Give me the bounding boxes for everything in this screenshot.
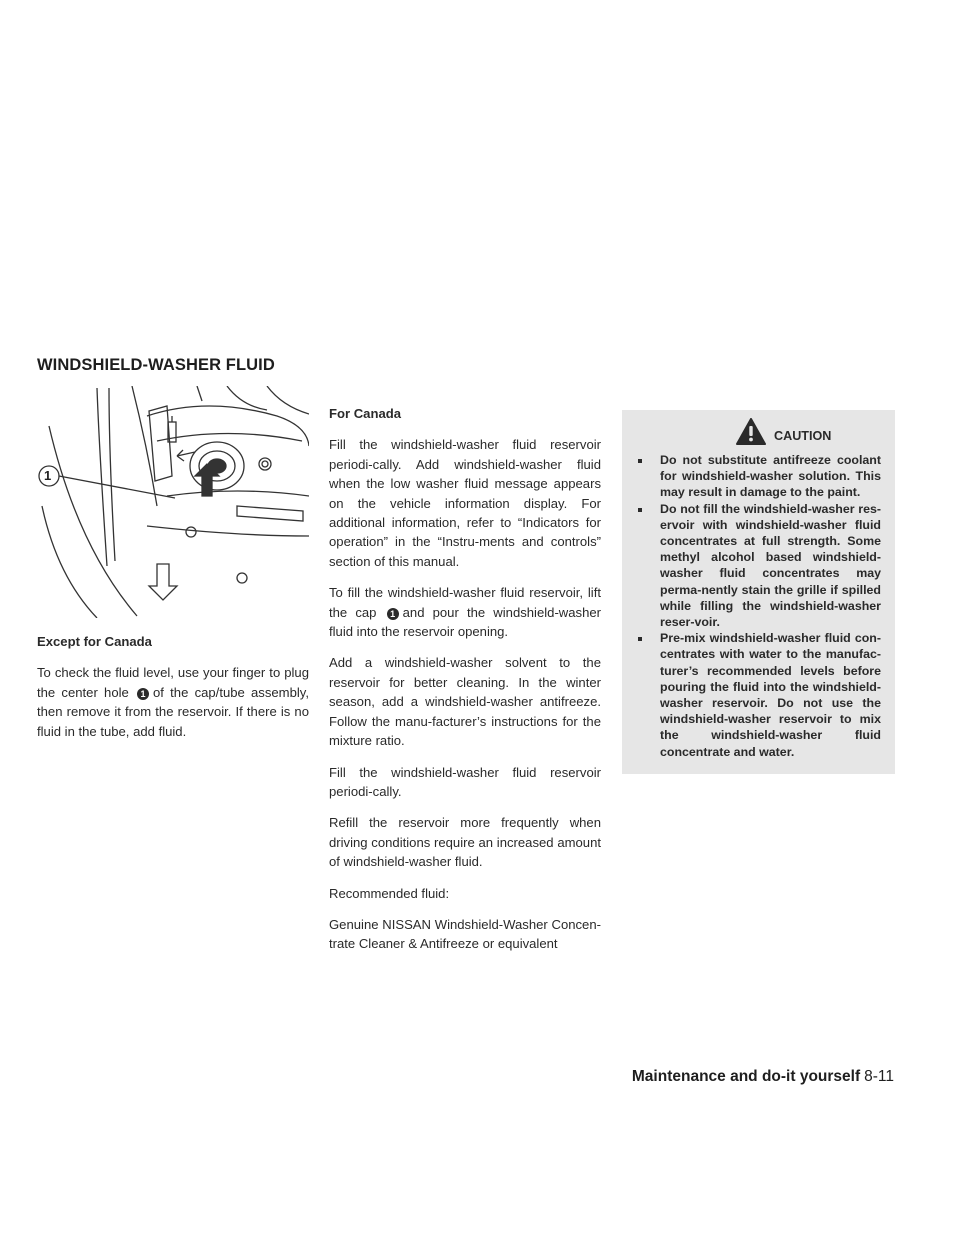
right-column xyxy=(622,410,895,774)
paragraph xyxy=(329,583,601,641)
reference-number-1: 1 xyxy=(137,688,149,700)
reference-number-1: 1 xyxy=(387,608,399,620)
middle-column xyxy=(329,404,601,966)
paragraph: Genuine NISSAN Windshield-Washer Concen-trate Cleaner & Antifreeze or equivalent xyxy=(329,916,601,952)
caution-title: CAUTION xyxy=(774,429,832,443)
text-segment: and pour the windshield-washer fluid into the reservoir opening. xyxy=(329,604,602,640)
warning-icon xyxy=(736,418,766,446)
caution-box xyxy=(622,410,895,774)
caution-item: Do not substitute antifreeze coolant for windshield-washer solution. This may result in damage to the paint. xyxy=(636,452,881,501)
footer-section-name: Maintenance and do-it yourself xyxy=(631,1068,861,1085)
callout-label-1: 1 xyxy=(44,468,52,483)
paragraph: Recommended fluid: xyxy=(329,885,450,901)
text-segment: To check the fluid level, use your finger to plug the center hole xyxy=(37,665,309,700)
subheading-for-canada: For Canada xyxy=(329,406,402,421)
text-segment: of the cap/tube assembly, then remove it from the reservoir. If there is no fluid in the tube, add fluid. xyxy=(37,684,309,739)
caution-header xyxy=(636,418,881,452)
paragraph-check-level xyxy=(37,663,309,741)
paragraph: Fill the windshield-washer fluid reservoir periodi-cally. xyxy=(329,764,601,799)
left-column xyxy=(37,632,309,753)
page-footer xyxy=(632,1068,894,1086)
caution-item: Do not fill the windshield-washer res-ervoir with windshield-washer fluid concentrates at full strength. Some methyl alcohol based windshield-washer fluid concentrates may perma-nently stain the grille if spilled while filling the windshield-washer reser-voir. xyxy=(636,501,881,631)
section-title: WINDSHIELD-WASHER FLUID xyxy=(37,356,275,374)
caution-list xyxy=(636,452,881,760)
paragraph: Add a windshield-washer solvent to the reservoir for better cleaning. In the winter season, add a windshield-washer antifreeze. Follow the manu-facturer’s instructions for the mixture ratio. xyxy=(329,655,601,749)
caution-item: Pre-mix windshield-washer fluid con-centrates with water to the manufac-turer’s recommended levels before pouring the fluid into the windshield-washer reservoir. Do not use the windshield-washer reservoir to mix the windshield-washer fluid concentrate and water. xyxy=(636,630,881,760)
paragraph: Refill the reservoir more frequently when driving conditions require an increased amount of windshield-washer fluid. xyxy=(329,815,601,870)
subheading-except-canada: Except for Canada xyxy=(37,634,152,649)
reservoir-illustration xyxy=(37,386,309,618)
paragraph: Fill the windshield-washer fluid reservoir periodi-cally. Add windshield-washer fluid when the low washer fluid message appears on the vehicle information display. For additional information, refer to “Indicators for operation” in the “Instru-ments and controls” section of this manual. xyxy=(329,437,601,569)
text-segment: To fill the windshield-washer fluid reservoir, lift the cap xyxy=(329,585,601,620)
page-number: 8-11 xyxy=(864,1068,894,1085)
